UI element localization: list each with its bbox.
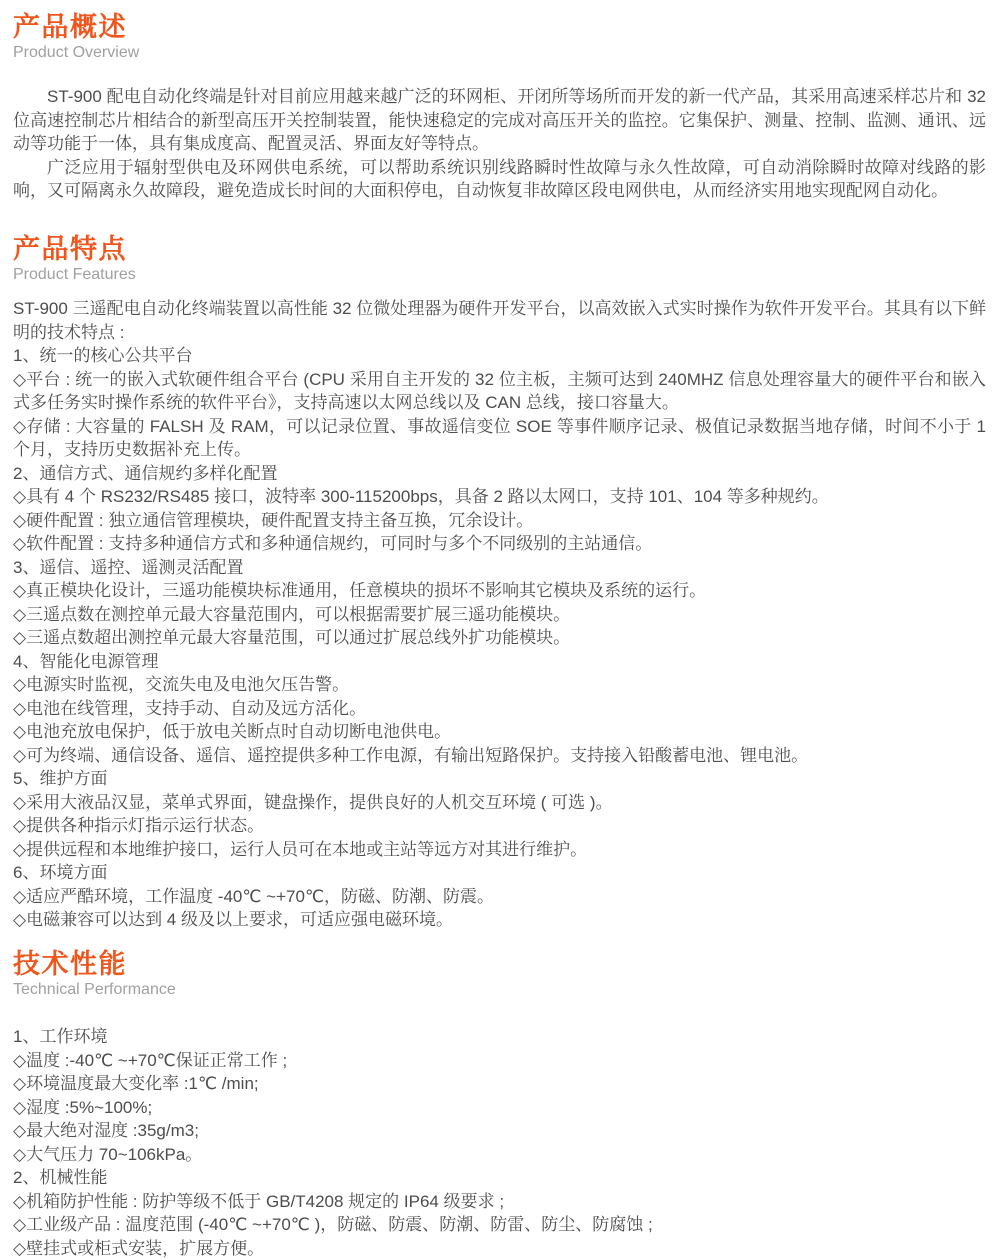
text-line: ◇平台 : 统一的嵌入式软硬件组合平台 (CPU 采用自主开发的 32 位主板，主频可达到 240MHZ 信息处理容量大的硬件平台和嵌入式多任务实时操作系统的软件平台》，支持高速以太网总线以及 CAN 总线，接口容量大。: [13, 369, 986, 413]
text-line: 2、机械性能: [13, 1168, 108, 1188]
text-line: ◇提供各种指示灯指示运行状态。: [13, 816, 265, 836]
text-line: ◇存储 : 大容量的 FALSH 及 RAM，可以记录位置、事故遥信变位 SOE 等事件顺序记录、极值记录数据当地存储，时间不小于 1 个月，支持历史数据补充上传。: [13, 416, 986, 460]
text-line: ◇硬件配置 : 独立通信管理模块，硬件配置支持主备互换，冗余设计。: [13, 510, 534, 530]
text-line: 广泛应用于辐射型供电及环网供电系统，可以帮助系统识别线路瞬时性故障与永久性故障，可自动消除瞬时故障对线路的影响，又可隔离永久故障段，避免造成长时间的大面积停电，自动恢复非故障区段电网供电，从而经济实用地实现配网自动化。: [13, 157, 986, 201]
text-line: ◇适应严酷环境，工作温度 -40℃ ~+70℃，防磁、防潮、防震。: [13, 886, 495, 906]
performance-subtitle: Technical Performance: [13, 980, 176, 998]
overview-title: 产品概述: [13, 12, 127, 42]
text-line: ◇电池在线管理，支持手动、自动及远方活化。: [13, 698, 367, 718]
text-line: ◇电源实时监视，交流失电及电池欠压告警。: [13, 675, 350, 695]
features-title: 产品特点: [13, 233, 127, 264]
text-line: ◇机箱防护性能 : 防护等级不低于 GB/T4208 规定的 IP64 级要求 ;: [13, 1191, 505, 1211]
text-line: 1、工作环境: [13, 1027, 108, 1047]
text-line: 2、通信方式、通信规约多样化配置: [13, 463, 278, 483]
text-line: ◇环境温度最大变化率 :1℃ /min;: [13, 1074, 259, 1094]
text-line: ◇工业级产品 : 温度范围 (-40℃ ~+70℃ )，防磁、防震、防潮、防雷、防尘、防腐蚀 ;: [13, 1215, 653, 1235]
text-line: ◇三遥点数超出测控单元最大容量范围，可以通过扩展总线外扩功能模块。: [13, 628, 571, 648]
text-line: 6、环境方面: [13, 863, 108, 883]
text-line: 5、维护方面: [13, 769, 108, 789]
text-line: ST-900 三遥配电自动化终端装置以高性能 32 位微处理器为硬件开发平台，以高效嵌入式实时操作为软件开发平台。其具有以下鲜明的技术特点 :: [13, 299, 986, 342]
text-line: ◇真正模块化设计，三遥功能模块标准通用，任意模块的损坏不影响其它模块及系统的运行。: [13, 581, 707, 601]
text-line: ◇最大绝对湿度 :35g/m3;: [13, 1121, 199, 1141]
performance-lines: [13, 1025, 986, 1260]
text-line: ◇壁挂式或柜式安装，扩展方便。: [13, 1238, 265, 1258]
performance-title: 技术性能: [13, 948, 127, 979]
text-line: ◇可为终端、通信设备、遥信、遥控提供多种工作电源，有输出短路保护。支持接入铅酸蓄电池、锂电池。: [13, 745, 809, 765]
section-technical-performance: [13, 949, 986, 1260]
text-line: ◇湿度 :5%~100%;: [13, 1097, 153, 1117]
features-subtitle: Product Features: [13, 265, 136, 283]
text-line: ◇电池充放电保护，低于放电关断点时自动切断电池供电。: [13, 722, 452, 742]
text-line: ◇软件配置 : 支持多种通信方式和多种通信规约，可同时与多个不同级别的主站通信。: [13, 534, 653, 554]
text-line: ◇大气压力 70~106kPa。: [13, 1144, 203, 1164]
text-line: ◇三遥点数在测控单元最大容量范围内，可以根据需要扩展三遥功能模块。: [13, 604, 571, 624]
text-line: ◇具有 4 个 RS232/RS485 接口，波特率 300-115200bps，具备 2 路以太网口，支持 101、104 等多种规约。: [13, 487, 829, 507]
text-line: 3、遥信、遥控、遥测灵活配置: [13, 557, 244, 577]
text-line: 1、统一的核心公共平台: [13, 346, 193, 366]
overview-paragraphs: [13, 85, 986, 203]
text-line: ◇提供远程和本地维护接口，运行人员可在本地或主站等远方对其进行维护。: [13, 839, 588, 859]
text-line: ST-900 配电自动化终端是针对目前应用越来越广泛的环网柜、开闭所等场所而开发的新一代产品，其采用高速采样芯片和 32 位高速控制芯片相结合的新型高压开关控制装置，能快速稳定的完成对高压开关的监控。它集保护、测量、控制、监测、通讯、远动等功能于一体，具有集成度高、配置灵活、界面友好等特点。: [13, 87, 986, 154]
section-product-overview: [13, 12, 986, 203]
text-line: ◇温度 :-40℃ ~+70℃保证正常工作 ;: [13, 1050, 288, 1070]
overview-subtitle: Product Overview: [13, 44, 140, 62]
text-line: 4、智能化电源管理: [13, 651, 159, 671]
text-line: ◇电磁兼容可以达到 4 级及以上要求，可适应强电磁环境。: [13, 910, 453, 930]
features-lines: [13, 297, 986, 932]
text-line: ◇采用大液品汉显，菜单式界面，键盘操作，提供良好的人机交互环境 ( 可选 )。: [13, 792, 613, 812]
section-product-features: [13, 234, 986, 932]
